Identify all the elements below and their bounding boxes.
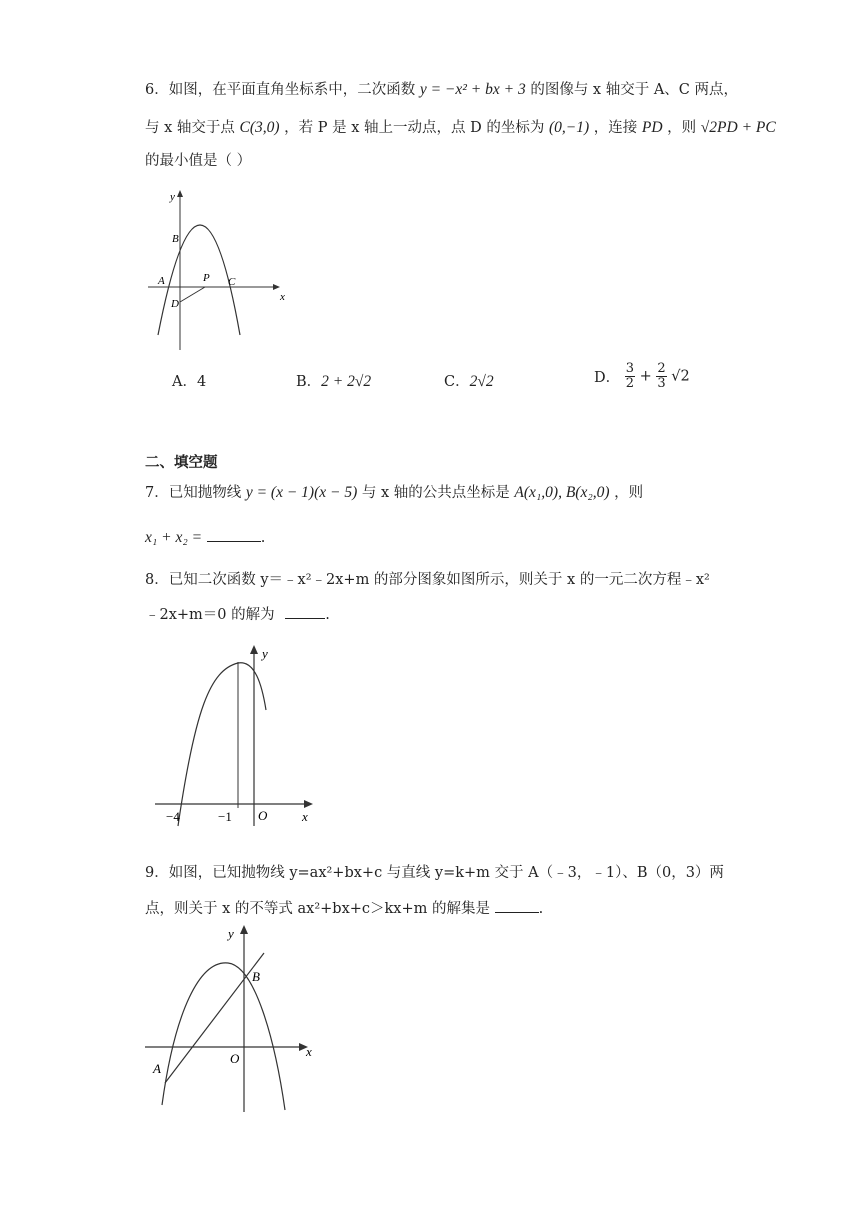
- q6-formula: y = −x² + bx + 3: [419, 81, 526, 98]
- q6-label-d: D: [171, 298, 179, 310]
- frac1-num: 3: [625, 361, 635, 376]
- q7-answer-blank[interactable]: [207, 527, 261, 542]
- q6-label-x: x: [280, 291, 285, 303]
- q9-label-a: A: [153, 1061, 161, 1076]
- q8-label-x: x: [302, 809, 308, 824]
- option-d-frac-1: [625, 362, 635, 391]
- q8-label-minus4: −4: [166, 809, 180, 824]
- q9-text-2: 点，则关于 x 的不等式 ax²+bx+c＞kx+m 的解集是: [145, 901, 490, 917]
- q6-text-1a: 6．如图，在平面直角坐标系中，二次函数: [145, 82, 416, 98]
- q9-line1: 9．如图，已知抛物线 y=ax²+bx+c 与直线 y=k+m 交于 A（﹣3，﹣1）、B（0，3）两: [145, 865, 724, 881]
- q9-label-b: B: [252, 969, 260, 984]
- q7-line1: [145, 483, 643, 503]
- option-b-key: B．: [296, 374, 322, 390]
- q9-figure: [140, 920, 320, 1115]
- frac2-den: 3: [657, 376, 666, 391]
- q9-answer-blank[interactable]: [495, 898, 539, 913]
- q6-label-b: B: [172, 233, 179, 245]
- q7-sum: x₁ + x₂ =: [145, 529, 203, 546]
- option-c-key: C．: [444, 374, 470, 390]
- q6-text-1b: 的图像与 x 轴交于 A、C 两点，: [530, 82, 739, 98]
- q8-label-minus1: −1: [218, 809, 232, 824]
- q6-option-c[interactable]: [444, 370, 494, 391]
- option-d-key: D．: [594, 370, 621, 386]
- q7-line2: x₁ + x₂ = .: [145, 529, 266, 546]
- q6-line3: 的最小值是（ ）: [145, 153, 252, 169]
- option-b-value: 2 + 2√2: [321, 373, 372, 390]
- q6-point-d: (0,−1): [549, 119, 590, 136]
- frac1-den: 2: [625, 376, 635, 391]
- q8-label-y: y: [262, 646, 268, 661]
- q7-formula: y = (x − 1)(x − 5): [245, 484, 358, 501]
- q6-label-y: y: [170, 191, 175, 203]
- q9-label-x: x: [306, 1044, 312, 1059]
- q7-text-1b: 与 x 轴的公共点坐标是: [361, 485, 510, 501]
- q6-option-a[interactable]: [172, 370, 206, 391]
- q7-text-1c: ，则: [614, 485, 644, 501]
- q6-pd: PD: [641, 119, 663, 136]
- option-d-frac-2: [656, 362, 666, 391]
- q6-line1: [145, 80, 738, 100]
- q6-label-c: C: [228, 276, 236, 288]
- q6-expression: √2PD + PC: [700, 119, 776, 136]
- q6-label-a: A: [158, 275, 165, 287]
- q8-answer-blank[interactable]: [285, 604, 325, 619]
- option-d-root: √2: [671, 368, 690, 385]
- q8-text-2: ﹣2x+m＝0 的解为: [145, 607, 275, 623]
- q6-text-2c: ，连接: [593, 120, 638, 136]
- option-a-key: A．: [172, 374, 197, 390]
- option-d-plus: +: [639, 368, 652, 385]
- frac2-num: 2: [657, 361, 666, 376]
- q9-line2: 点，则关于 x 的不等式 ax²+bx+c＞kx+m 的解集是 .: [145, 898, 543, 919]
- q6-figure: [140, 185, 300, 355]
- q6-option-b[interactable]: [296, 370, 371, 391]
- q8-line2: ﹣2x+m＝0 的解为 .: [145, 604, 330, 625]
- q6-line2: [145, 118, 776, 138]
- q8-figure: [150, 640, 330, 830]
- q8-line1: 8．已知二次函数 y＝﹣x²﹣2x+m 的部分图象如图所示，则关于 x 的一元二次方程﹣x²: [145, 572, 710, 588]
- q6-label-p: P: [203, 272, 210, 284]
- q7-points: A(x₁,0), B(x₂,0): [514, 484, 610, 501]
- option-a-value: 4: [196, 374, 207, 390]
- q6-text-2d: ，则: [667, 120, 697, 136]
- q8-label-o: O: [258, 808, 268, 823]
- section-title: 二、填空题: [145, 455, 218, 471]
- q9-label-o: O: [230, 1051, 240, 1066]
- q7-text-1a: 7．已知抛物线: [145, 485, 242, 501]
- q6-point-c: C(3,0): [239, 119, 280, 136]
- option-c-value: 2√2: [469, 373, 494, 390]
- q9-label-y: y: [228, 926, 234, 941]
- q6-option-d[interactable]: [594, 362, 690, 391]
- q6-text-2a: 与 x 轴交于点: [145, 120, 235, 136]
- q6-text-2b: ，若 P 是 x 轴上一动点，点 D 的坐标为: [284, 120, 545, 136]
